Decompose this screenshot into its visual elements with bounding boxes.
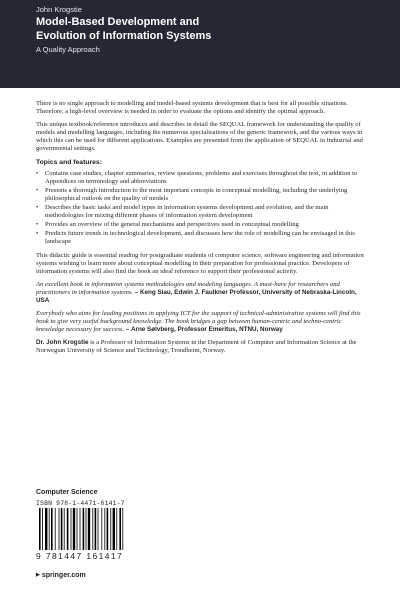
review-quote: An excellent book in information systems methodologies and modeling languages. A must-have for researchers and practitioners in information systems. (36, 280, 340, 296)
barcode-bar (110, 508, 111, 550)
barcode-bar (122, 508, 123, 550)
blurb (36, 100, 366, 361)
topics-heading: Topics and features: (36, 158, 102, 166)
review-attribution: – Keng Siau, Edwin J. Faulkner Professor, University of Nebraska-Lincoln, USA (36, 288, 357, 304)
barcode-bar (83, 508, 85, 550)
barcode-bar (51, 508, 53, 550)
barcode-bar (86, 508, 87, 550)
topics-list (36, 170, 366, 247)
author-name: John Krogstie (36, 5, 82, 14)
audience-paragraph: This didactic guide is essential reading for postgraduate students of computer science, software engineering and information systems wishing to learn more about conceptual modelling in their preparation for professional practice. Developers of information systems will also find the book an ideal reference to support their professional activity. (36, 251, 364, 275)
barcode-bar (64, 508, 65, 550)
subject-category: Computer Science (36, 489, 98, 496)
barcode-bar (39, 508, 41, 550)
title-line-2: Evolution of Information Systems (36, 29, 212, 42)
barcode-bar (119, 508, 121, 550)
barcode-bar (98, 508, 99, 550)
topic-item: • Provides an overview of the general mechanisms and perspectives used in conceptual modelling (45, 221, 366, 229)
description-paragraph: This unique textbook/reference introduces and describes in detail the SEQUAL framework for understanding the quality of models and modelling languages, including the numerous specialisations of the generic framework, and the various ways in which this can be used for different applications. Examples are presented from the application of SEQUAL in industrial and governmental settings. (36, 121, 363, 153)
author-bio (36, 339, 366, 355)
barcode-bar (49, 508, 50, 550)
book-subtitle: A Quality Approach (36, 45, 100, 54)
title-line-1: Model-Based Development and (36, 16, 200, 28)
website-label: springer.com (41, 572, 86, 579)
barcode-bar (71, 508, 72, 550)
review-attribution: – Arne Sølvberg, Professor Emeritus, NTNU, Norway (125, 326, 283, 334)
barcode-bar (92, 508, 93, 550)
review-quote: Everybody who aims for leading positions in applying ICT for the support of technical-administrative systems will find this book to give very useful background knowledge. The book bridges a gap between human-centric and techno-centric knowledge necessary for success. (36, 310, 361, 334)
barcode-bar (61, 508, 63, 550)
barcode (36, 508, 132, 552)
topic-item: • Predicts future trends in technological development, and discusses how the role of modelling can be envisaged in this landscape (45, 230, 366, 246)
bio-text: is a Professor of Information Systems in the Department of Computer and Information Science at the Norwegian University of Science and Technology, Trondheim, Norway. (36, 339, 357, 355)
barcode-bar (116, 508, 117, 550)
review-1 (36, 281, 366, 305)
barcode-bar (45, 508, 47, 550)
barcode-bar (88, 508, 90, 550)
bio-name: Dr. John Krogstie (36, 339, 89, 347)
barcode-digits: 9 781447 161417 (36, 551, 124, 561)
barcode-bar (104, 508, 105, 550)
barcode-bar (95, 508, 97, 550)
intro-paragraph: There is no single approach to modelling and model-based systems development that is best for all possible situations. Therefore, a high-level overview is needed in order to evaluate the options and identify the optimal approach. (36, 100, 349, 116)
topic-item: • Contains case studies, chapter summaries, review questions, problems and exercises throughout the text, in addition to Appendices on terminology and abbreviations (45, 170, 366, 186)
barcode-bar (80, 508, 81, 550)
barcode-bar (77, 508, 78, 550)
book-title (36, 16, 366, 43)
publisher-website (36, 572, 86, 579)
isbn-text: ISBN 978-1-4471-6141-7 (36, 500, 125, 507)
arrow-right-icon: ▶ (36, 572, 40, 578)
barcode-bar (59, 508, 60, 550)
barcode-bar (42, 508, 43, 550)
topic-item: • Describes the basic tasks and model types in information systems development and evolution, and the main methodologies for mixing different phases of information system development (45, 204, 366, 220)
barcode-bar (101, 508, 102, 550)
barcode-bar (67, 508, 69, 550)
barcode-bar (73, 508, 75, 550)
review-2 (36, 310, 366, 334)
barcode-bar (113, 508, 115, 550)
topic-item: • Presents a thorough introduction to the most important concepts in conceptual modelling, including the underlying philosophical outlook on the quality of models (45, 187, 366, 203)
barcode-bar (107, 508, 109, 550)
barcode-bar (55, 508, 56, 550)
